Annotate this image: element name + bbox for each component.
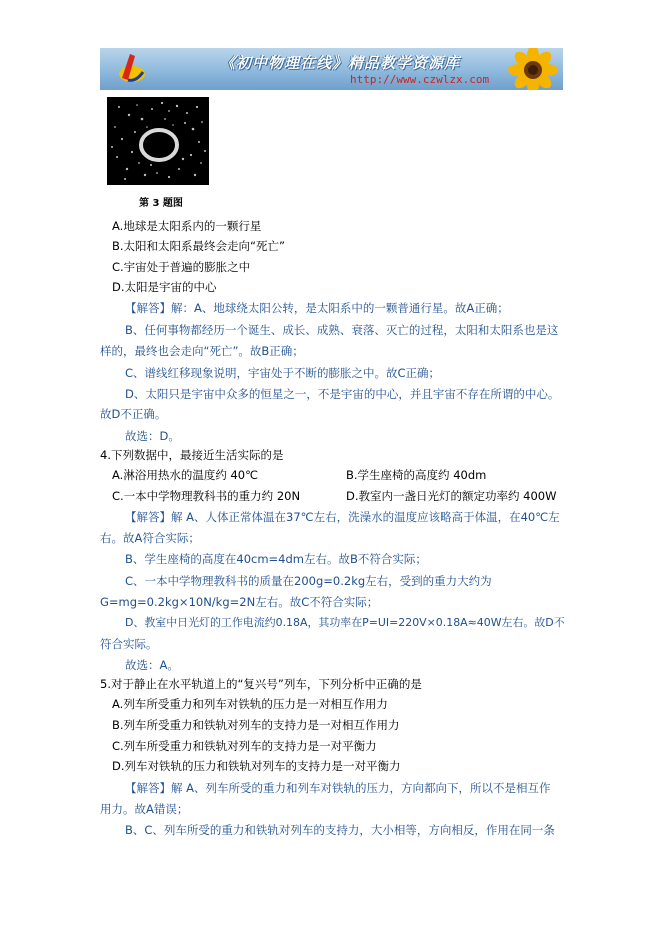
q4-answer-line: C、一本中学物理教科书的质量在200g=0.2kg左右，受到的重力大约为 — [125, 574, 492, 588]
q3-option-c: C.宇宙处于普遍的膨胀之中 — [112, 260, 251, 274]
q4-option-c: C.一本中学物理教科书的重力约 20N — [112, 489, 301, 503]
q4-stem: 4.下列数据中，最接近生活实际的是 — [100, 448, 284, 462]
header-url: http://www.czwlzx.com — [350, 73, 490, 86]
q5-option-d: D.列车对铁轨的压力和铁轨对列车的支持力是一对平衡力 — [112, 759, 401, 773]
q5-answer-line: 【解答】解 A、列车所受的重力和列车对铁轨的压力，方向都向下，所以不是相互作 — [125, 781, 551, 795]
header-banner — [100, 48, 563, 90]
q4-answer-line: 符合实际。 — [100, 637, 158, 651]
header-title: 《初中物理在线》精品教学资源库 — [220, 54, 461, 72]
q3-answer-line: 样的，最终也会走向“死亡”。故B正确； — [100, 344, 304, 358]
q4-option-a: A.淋浴用热水的温度约 40℃ — [112, 468, 259, 482]
q5-option-c: C.列车所受重力和铁轨对列车的支持力是一对平衡力 — [112, 739, 377, 753]
sunflower-icon — [493, 48, 563, 90]
question-3-figure — [107, 97, 209, 185]
q4-answer-line: 故选：A。 — [125, 658, 179, 672]
figure-caption: 第 3 题图 — [139, 198, 183, 209]
q4-answer-line: G=mg=0.2kg×10N/kg=2N左右。故C不符合实际； — [100, 595, 379, 609]
q3-option-b: B.太阳和太阳系最终会走向“死亡” — [112, 239, 285, 253]
galaxy-image — [107, 97, 209, 185]
q3-option-a: A.地球是太阳系内的一颗行星 — [112, 219, 262, 233]
q5-option-a: A.列车所受重力和列车对铁轨的压力是一对相互作用力 — [112, 697, 388, 711]
q4-option-b: B.学生座椅的高度约 40dm — [346, 468, 487, 482]
q5-stem: 5.对于静止在水平轨道上的“复兴号”列车，下列分析中正确的是 — [100, 677, 422, 691]
q5-answer-line: 用力。故A错误； — [100, 802, 189, 816]
q5-answer-line: B、C、列车所受的重力和铁轨对列车的支持力，大小相等，方向相反，作用在同一条 — [125, 823, 555, 837]
q4-answer-line: D、教室中日光灯的工作电流约0.18A，其功率在P=UI=220V×0.18A≈40W左右。故D不 — [125, 616, 565, 629]
q4-answer-line: B、学生座椅的高度在40cm=4dm左右。故B不符合实际； — [125, 552, 427, 566]
q4-answer-line: 右。故A符合实际； — [100, 531, 200, 545]
q3-answer-line: D、太阳只是宇宙中众多的恒星之一，不是宇宙的中心，并且宇宙不存在所谓的中心。 — [125, 387, 560, 401]
q3-answer-line: C、谱线红移现象说明，宇宙处于不断的膨胀之中。故C正确； — [125, 366, 441, 380]
q4-answer-line: 【解答】解 A、人体正常体温在37℃左右，洗澡水的温度应该略高于体温，在40℃左 — [125, 510, 560, 524]
q3-answer-line: 【解答】解：A、地球绕太阳公转，是太阳系中的一颗普通行星。故A正确； — [125, 301, 509, 315]
site-logo-icon — [116, 52, 146, 86]
q3-answer-line: B、任何事物都经历一个诞生、成长、成熟、衰落、灭亡的过程，太阳和太阳系也是这 — [125, 323, 559, 337]
q3-option-d: D.太阳是宇宙的中心 — [112, 280, 217, 294]
q3-answer-line: 故选：D。 — [125, 429, 180, 443]
q3-answer-line: 故D不正确。 — [100, 407, 167, 421]
q5-option-b: B.列车所受重力和铁轨对列车的支持力是一对相互作用力 — [112, 718, 400, 732]
q4-option-d: D.教室内一盏日光灯的额定功率约 400W — [346, 489, 557, 503]
